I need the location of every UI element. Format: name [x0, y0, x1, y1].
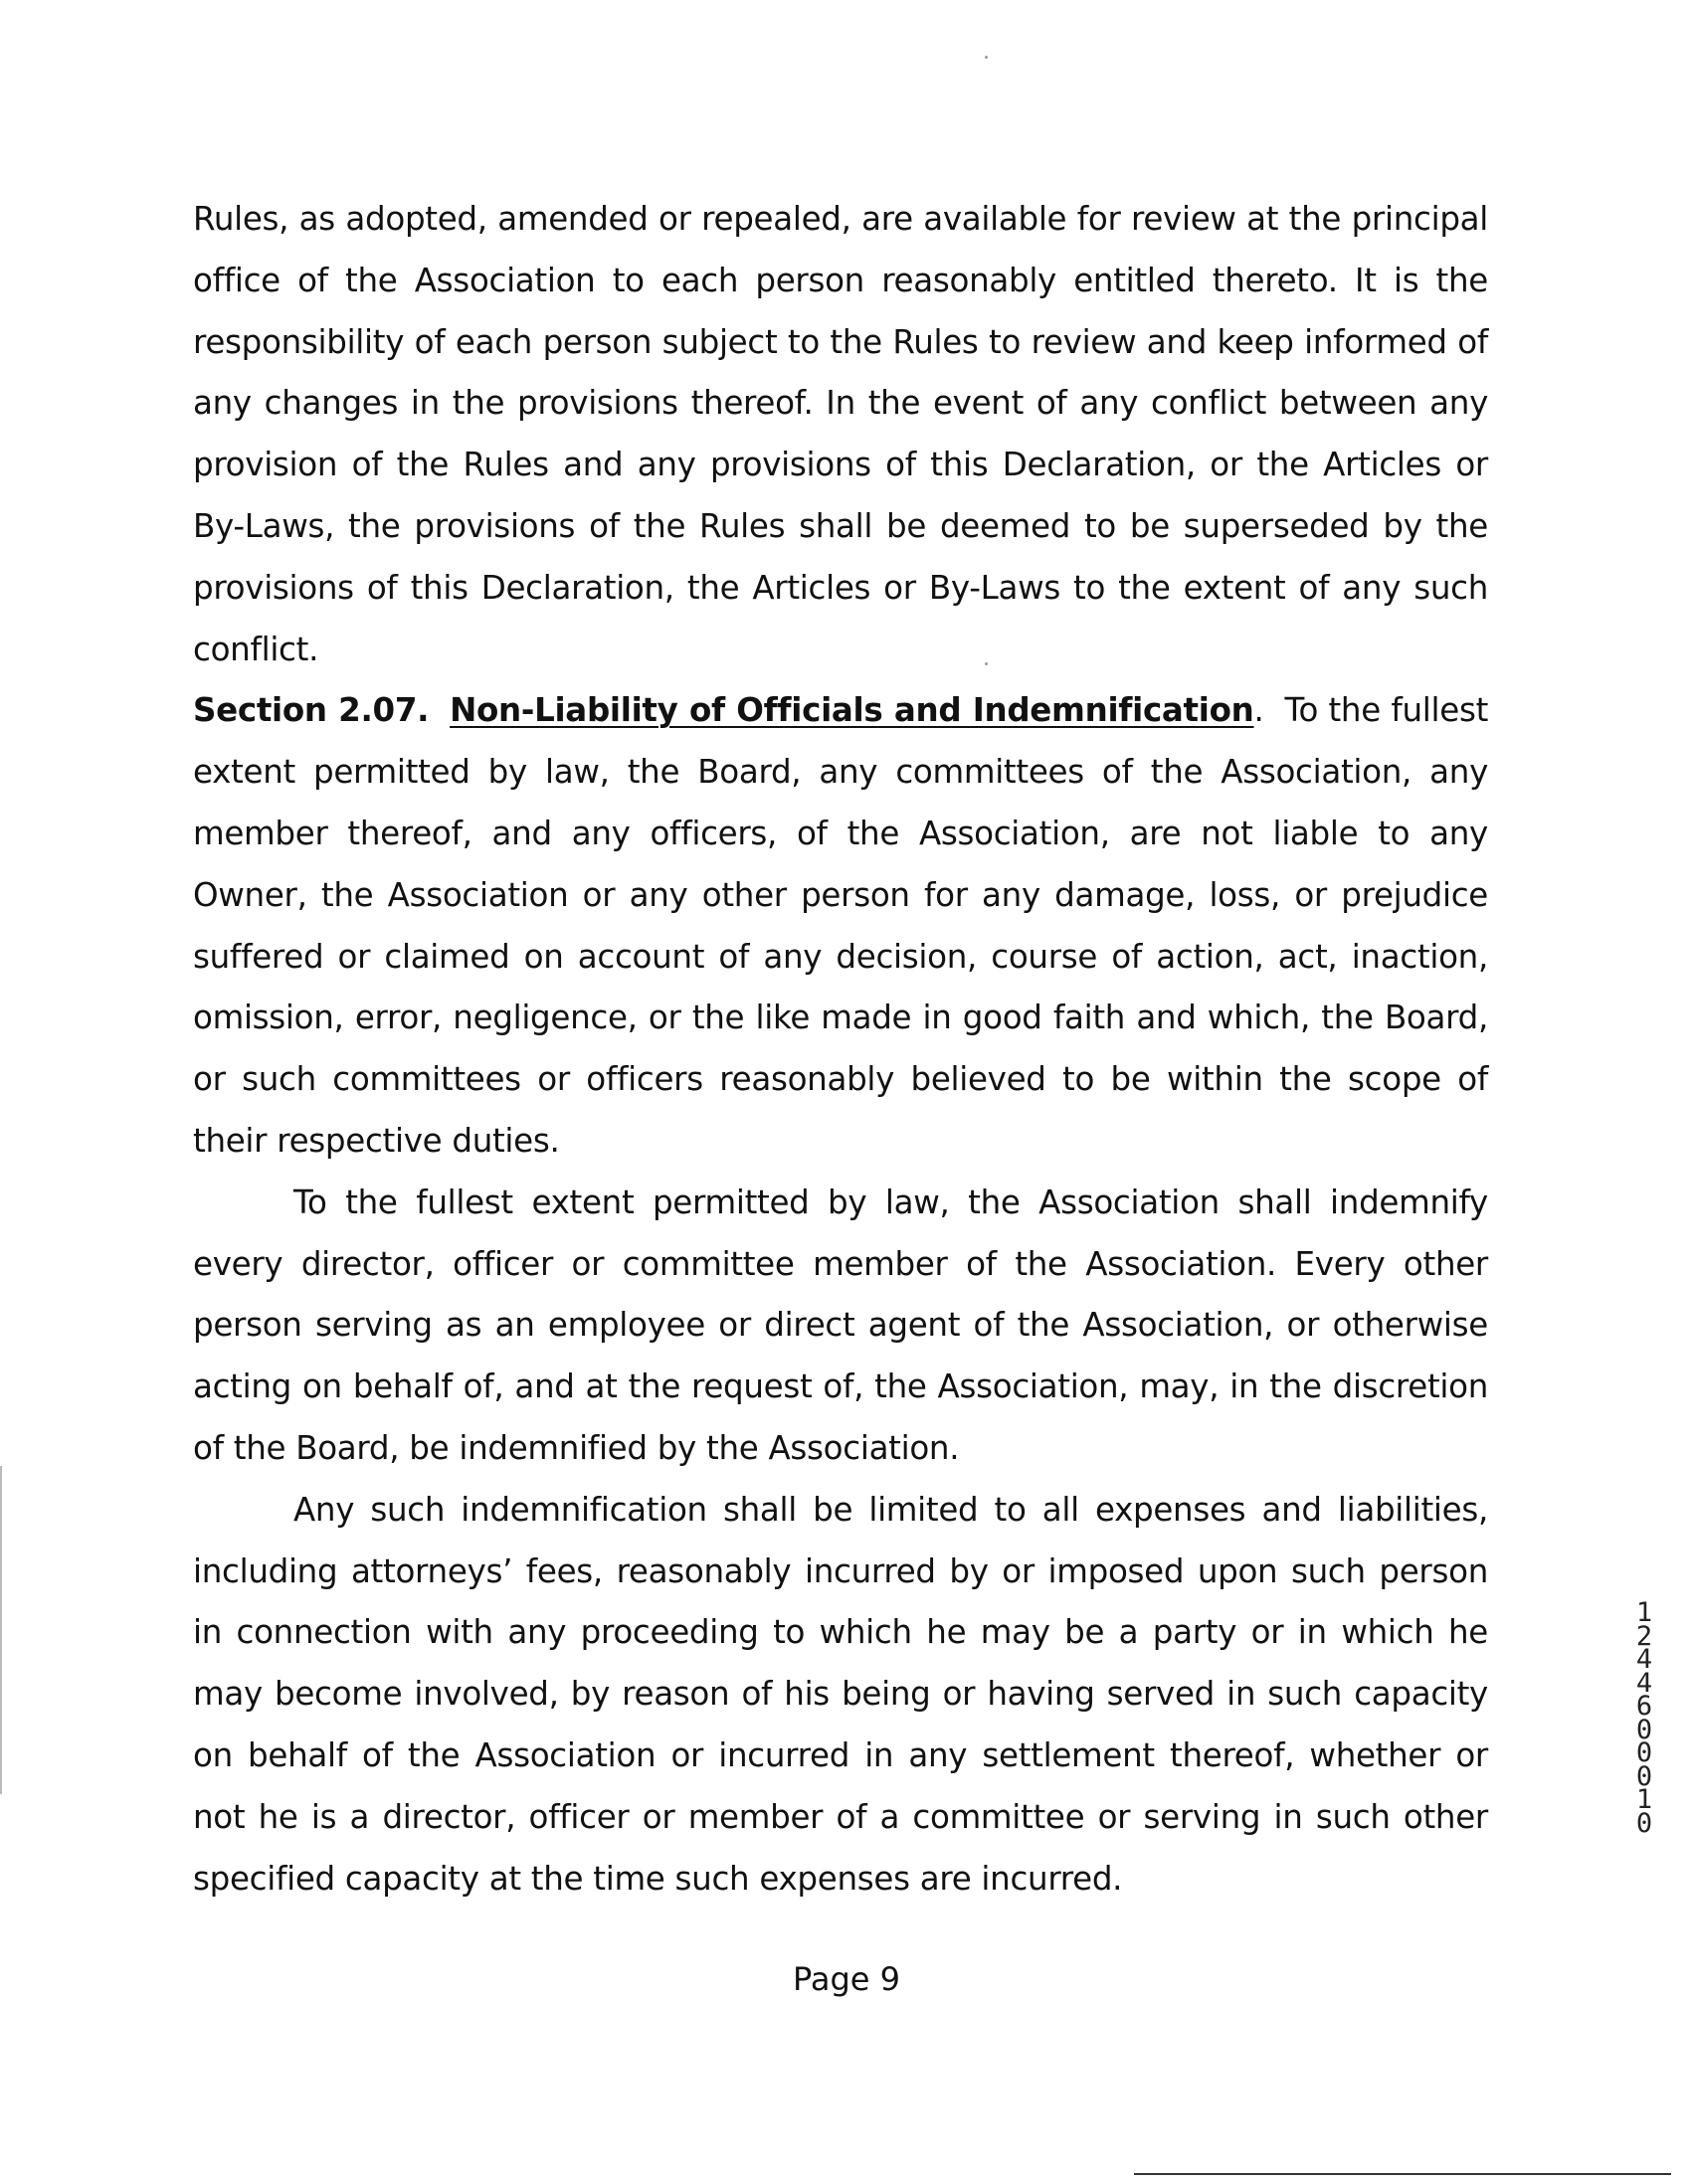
section-text: To the fullest extent permitted by law, the Board, any committees of the Association, any member thereof, and any officers, of the Association, are not liable to any Owner, the Association or any other person for any damage, loss, or prejudice suffered or claimed on account of any decision, course of action, act, inaction, omission, error, negligence, or the like made in good faith and which, the Board, or such committees or officers reasonably believed to be within the scope of their respective duties. [193, 691, 1489, 1160]
document-body [193, 189, 1488, 1910]
recording-stamp: 12446 00010 [1635, 1597, 1653, 1839]
page-number: Page 9 [793, 1960, 900, 1998]
scan-artifact-edge [0, 1466, 2, 1794]
scan-artifact-dot [985, 56, 988, 59]
section-2-07-paragraph [193, 680, 1488, 1172]
section-title: Non-Liability of Officials and Indemnification [450, 691, 1254, 730]
scan-artifact-dot [985, 662, 988, 665]
paragraph-rules-continuation: Rules, as adopted, amended or repealed, are available for review at the principal office of the Association to each person reasonably entitled thereto. It is the responsibility of each person subject to the Rules to review and keep informed of any changes in the provisions thereof. In the event of any conflict between any provision of the Rules and any provisions of this Declaration, or the Articles or By-Laws, the provisions of the Rules shall be deemed to be superseded by the provisions of this Declaration, the Articles or By-Laws to the extent of any such conflict. [193, 200, 1488, 668]
scan-artifact-line [1134, 2173, 1671, 2175]
paragraph-indemnify: To the fullest extent permitted by law, the Association shall indemnify every director, officer or committee member of the Association. Every other person serving as an employee or direct agent of the Association, or otherwise acting on behalf of, and at the request of, the Association, may, in the discretion of the Board, be indemnified by the Association. [193, 1183, 1488, 1467]
paragraph-indemnification-limits: Any such indemnification shall be limited to all expenses and liabilities, including attorneys’ fees, reasonably incurred by or imposed upon such person in connection with any proceeding to which he may be a party or in which he may become involved, by reason of his being or having served in such capacity on behalf of the Association or incurred in any settlement thereof, whether or not he is a director, officer or member of a committee or serving in such other specified capacity at the time such expenses are incurred. [193, 1490, 1488, 1898]
section-number: Section 2.07. [193, 691, 430, 730]
section-title-period: . [1253, 691, 1264, 730]
